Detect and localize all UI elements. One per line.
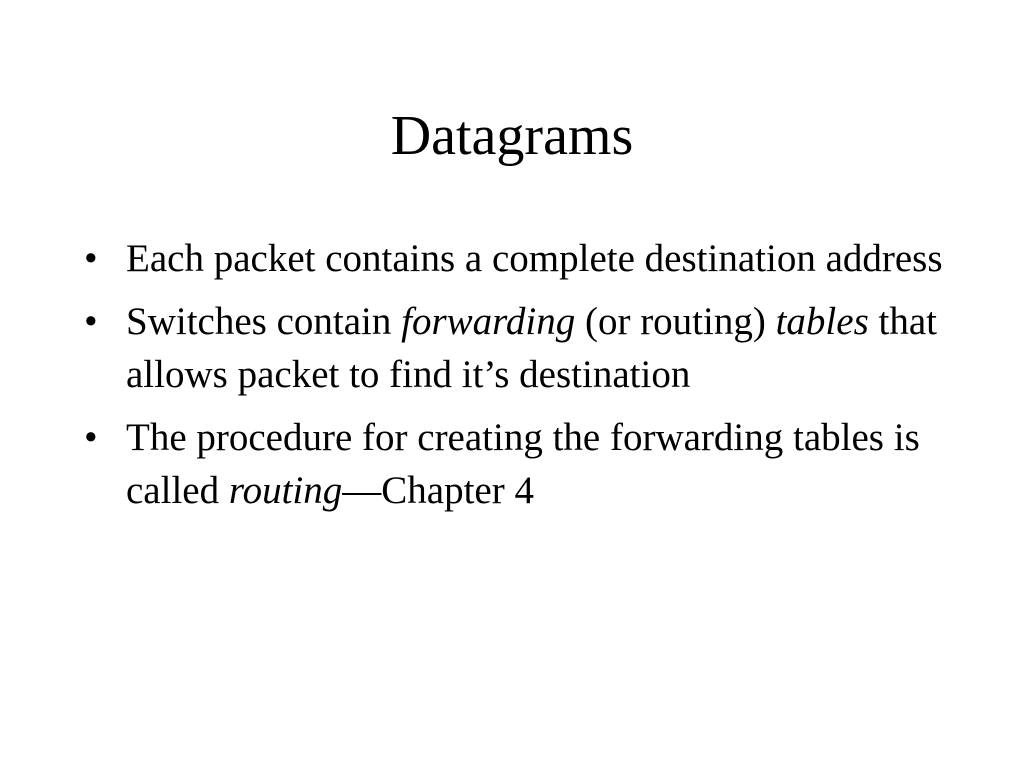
bullet-italic-term: routing [228,469,343,512]
bullet-item [84,295,964,401]
bullet-text-run: that allows packet to find it’s destination [126,300,937,396]
bullet-text [126,416,920,512]
bullet-text [126,237,943,280]
bullet-text-run: Switches contain [126,300,402,343]
bullet-text-run: —Chapter 4 [342,469,534,512]
bullet-text-run: Each packet contains a complete destination address [126,237,943,280]
bullet-text [126,300,937,396]
bullet-dot-icon: • [84,300,98,343]
bullet-dot-icon: • [84,416,98,459]
bullet-dot-icon: • [84,237,98,280]
bullet-item [84,411,964,517]
bullet-list [84,232,964,527]
bullet-item [84,232,964,285]
bullet-text-run: (or routing) [575,300,776,343]
bullet-italic-term: tables [775,300,869,343]
bullet-italic-term: forwarding [401,300,576,343]
bullet-text-run: The procedure for creating the forwarding tables is called [126,416,920,512]
slide-title: Datagrams [390,105,634,167]
